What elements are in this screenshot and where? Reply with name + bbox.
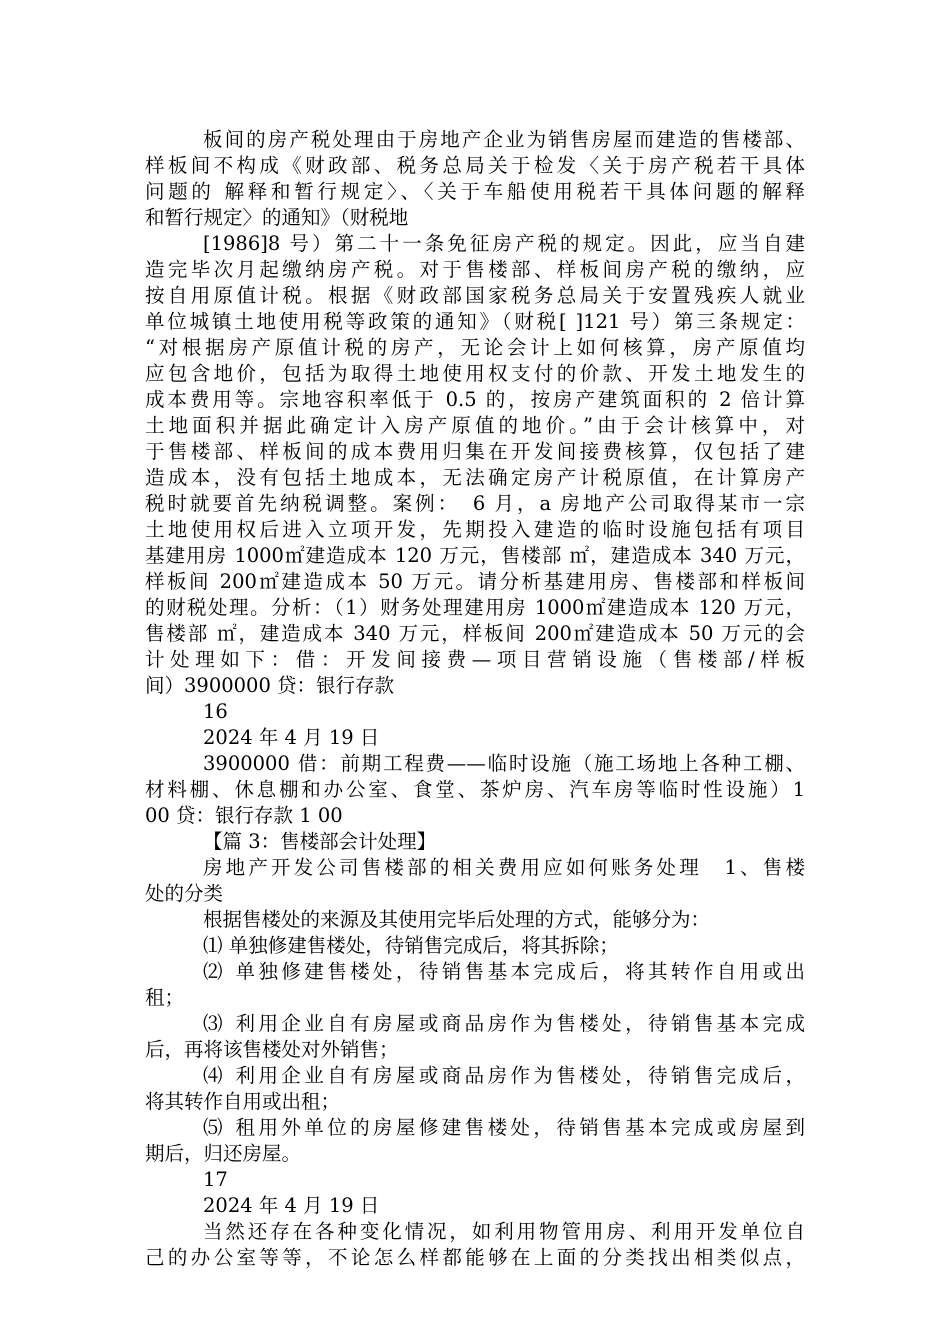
text-line: 期后，归还房屋。 xyxy=(145,1142,302,1165)
text-line: 造成本，没有包括土地成本，无法确定房产计税原值，在计算房产 xyxy=(145,466,805,489)
text-line: 间）3900000 贷：银行存款 xyxy=(145,674,395,697)
text-line: 按自用原值计税。根据《财政部国家税务总局关于安置残疾人就业 xyxy=(145,284,805,307)
list-item: ⑷ 利用企业自有房屋或商品房作为售楼处，待销售完成后， xyxy=(203,1064,805,1087)
text-line: 租； xyxy=(145,986,185,1009)
section-heading: 【篇 3：售楼部会计处理】 xyxy=(203,830,437,853)
list-item: ⑵ 单独修建售楼处，待销售基本完成后，将其转作自用或出 xyxy=(203,960,805,983)
text-line: “对根据房产原值计税的房产，无论会计上如何核算，房产原值均 xyxy=(145,336,805,359)
text-line: 房地产开发公司售楼部的相关费用应如何账务处理 1、售楼 xyxy=(203,856,805,879)
page-number: 17 xyxy=(203,1168,228,1191)
text-line: 问题的 解释和暂行规定〉、〈关于车船使用税若干具体问题的解释 xyxy=(145,180,805,203)
text-line: 当然还存在各种变化情况，如利用物管用房、利用开发单位自 xyxy=(203,1220,805,1243)
text-line: 造完毕次月起缴纳房产税。对于售楼部、样板间房产税的缴纳，应 xyxy=(145,258,805,281)
text-line: 己的办公室等等，不论怎么样都能够在上面的分类找出相类似点， xyxy=(145,1246,805,1269)
list-item: ⑶ 利用企业自有房屋或商品房作为售楼处，待销售基本完成 xyxy=(203,1012,805,1035)
text-line: 样板间不构成《财政部、税务总局关于检发〈关于房产税若干具体 xyxy=(145,154,805,177)
text-line: 售楼部 ㎡，建造成本 340 万元，样板间 200㎡建造成本 50 万元的会 xyxy=(145,622,805,645)
text-line: 3900000 借：前期工程费——临时设施（施工场地上各种工棚、 xyxy=(203,752,805,775)
text-line: 00 贷：银行存款 1 00 xyxy=(145,804,343,827)
date-line: 2024 年 4 月 19 日 xyxy=(203,1194,380,1217)
text-line: 土地使用权后进入立项开发，先期投入建造的临时设施包括有项目 xyxy=(145,518,805,541)
date-line: 2024 年 4 月 19 日 xyxy=(203,726,380,749)
text-line: 材料棚、休息棚和办公室、食堂、茶炉房、汽车房等临时性设施）1 xyxy=(145,778,805,801)
page-number: 16 xyxy=(203,700,228,723)
text-line: 的财税处理。分析：（1）财务处理建用房 1000㎡建造成本 120 万元， xyxy=(145,596,805,619)
text-line: 成本费用等。宗地容积率低于 0.5 的，按房产建筑面积的 2 倍计算 xyxy=(145,388,805,411)
text-line: 后，再将该售楼处对外销售； xyxy=(145,1038,399,1061)
text-line: 土地面积并据此确定计入房产原值的地价。”由于会计核算中，对 xyxy=(145,414,805,437)
text-line: 于售楼部、样板间的成本费用归集在开发间接费核算，仅包括了建 xyxy=(145,440,805,463)
text-line: 板间的房产税处理由于房地产企业为销售房屋而建造的售楼部、 xyxy=(203,128,805,151)
text-line: 样板间 200㎡建造成本 50 万元。请分析基建用房、售楼部和样板间 xyxy=(145,570,805,593)
text-line: 计处理如下：借：开发间接费—项目营销设施（售楼部/样板 xyxy=(145,648,805,671)
list-item: ⑸ 租用外单位的房屋修建售楼处，待销售基本完成或房屋到 xyxy=(203,1116,805,1139)
text-line: 处的分类 xyxy=(145,882,224,905)
text-line: [1986]8 号）第二十一条免征房产税的规定。因此，应当自建 xyxy=(203,232,805,255)
text-line: 单位城镇土地使用税等政策的通知》（财税[ ]121 号）第三条规定： xyxy=(145,310,805,333)
text-line: 税时就要首先纳税调整。案例： 6 月，a 房地产公司取得某市一宗 xyxy=(145,492,805,515)
text-line: 将其转作自用或出租； xyxy=(145,1090,341,1113)
text-line: 基建用房 1000㎡建造成本 120 万元，售楼部 ㎡，建造成本 340 万元， xyxy=(145,544,805,567)
list-item: ⑴ 单独修建售楼处，待销售完成后，将其拆除； xyxy=(203,934,619,957)
text-line: 和暂行规定〉的通知》（财税地 xyxy=(145,206,409,229)
text-line: 应包含地价，包括为取得土地使用权支付的价款、开发土地发生的 xyxy=(145,362,805,385)
text-line: 根据售楼处的来源及其使用完毕后处理的方式，能够分为： xyxy=(203,908,711,931)
